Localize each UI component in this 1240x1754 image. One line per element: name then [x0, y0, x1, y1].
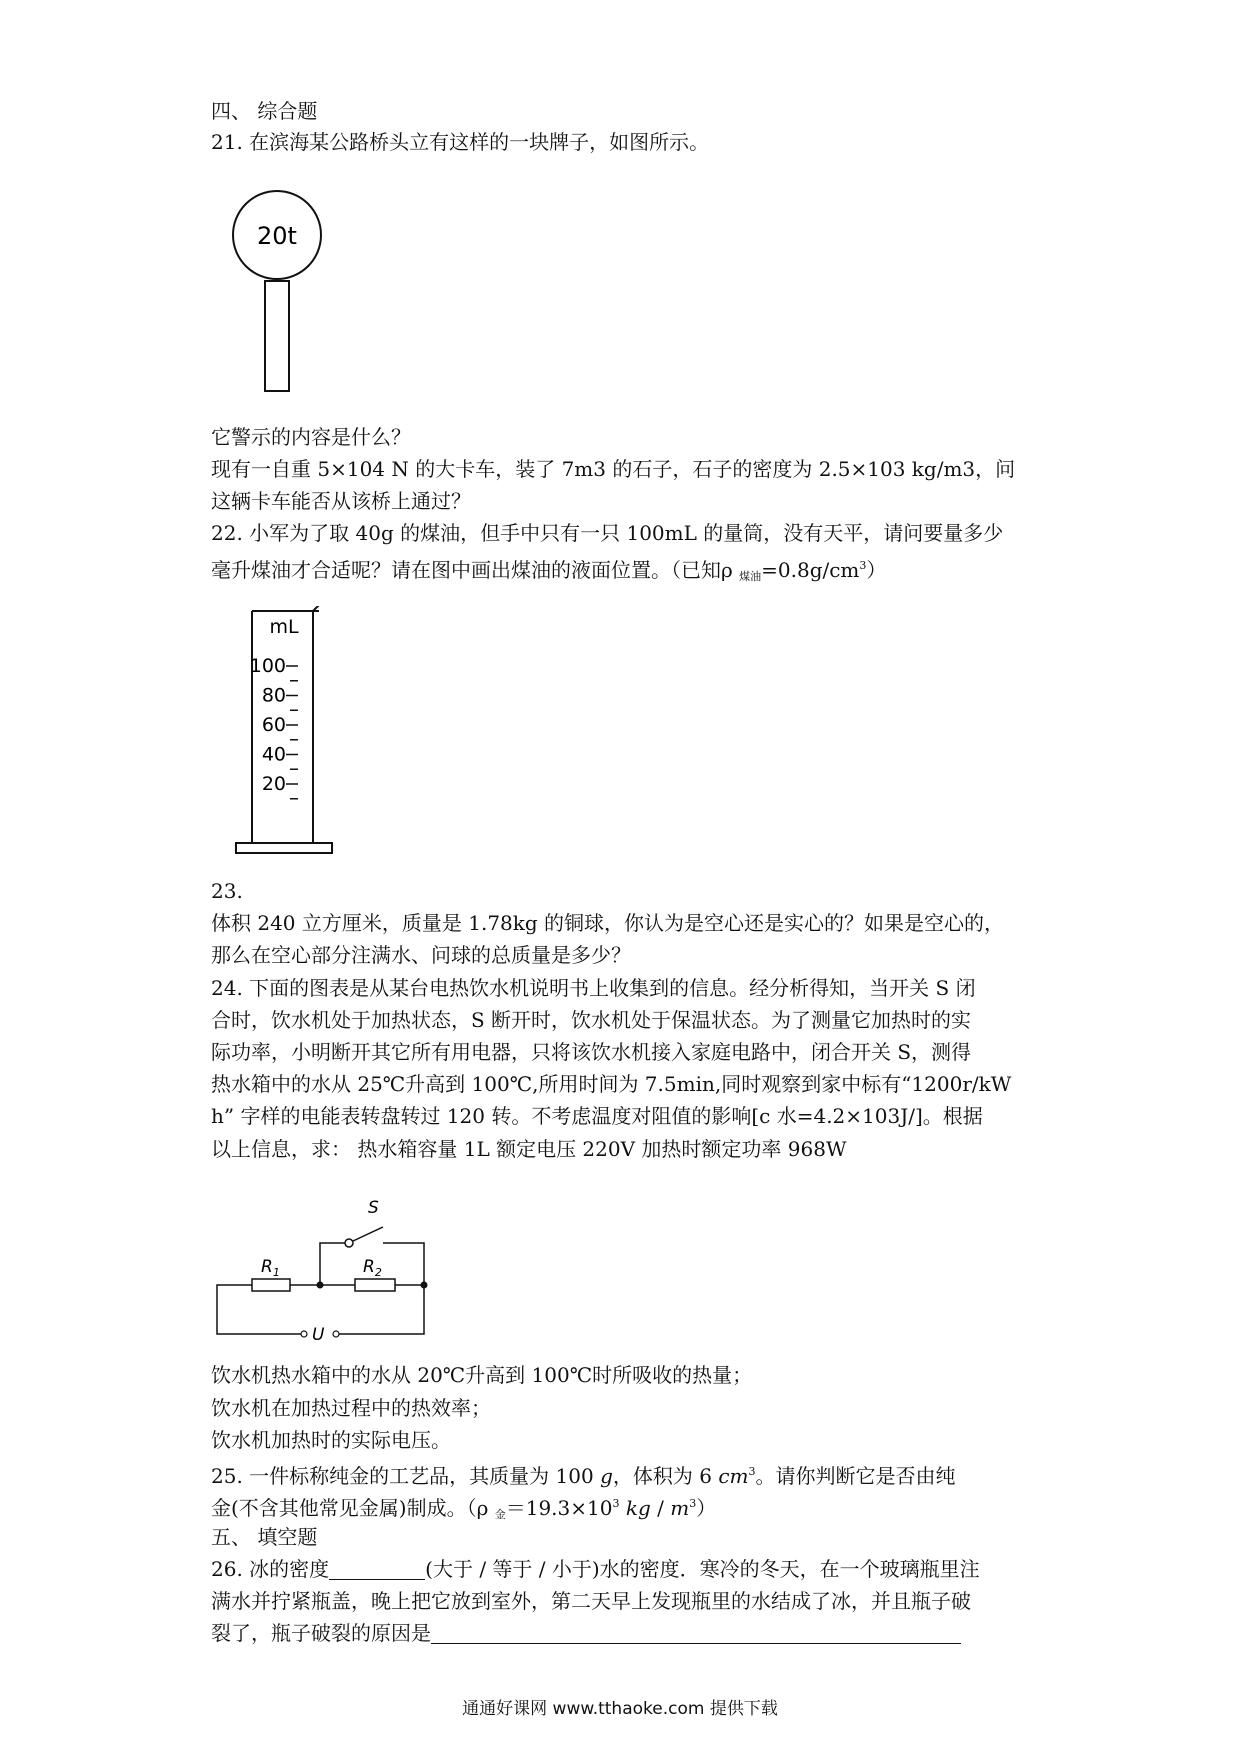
q25-superscript-3: 3	[689, 1497, 697, 1510]
question-23-line1: 体积 240 立方厘米，质量是 1.78kg 的铜球，你认为是空心还是实心的？如果是空心的，	[211, 911, 1005, 935]
q25-unit-cm: cm	[718, 1464, 749, 1488]
question-23-number: 23.	[211, 879, 243, 903]
cylinder-tick-label: 80	[261, 684, 286, 707]
junction-right	[421, 1282, 428, 1289]
graduated-cylinder-figure	[232, 606, 342, 858]
circuit-diagram	[205, 1190, 445, 1340]
question-25-line1	[211, 1459, 956, 1489]
question-21-ask1: 它警示的内容是什么？	[211, 425, 411, 449]
q25-unit-g: g	[600, 1464, 613, 1488]
q25-slash: /	[657, 1496, 664, 1520]
q25-unit-m: m	[670, 1496, 690, 1520]
question-24-ask3: 饮水机加热时的实际电压。	[211, 1428, 451, 1452]
terminal-left	[301, 1331, 307, 1337]
switch-contact-left	[345, 1239, 353, 1247]
switch-branch-left	[320, 1243, 345, 1285]
weight-limit-sign-figure	[222, 190, 332, 400]
question-22-line2	[211, 553, 886, 590]
answer-blank-1[interactable]	[329, 1559, 425, 1580]
question-24-line6: 以上信息，求： 热水箱容量 1L 额定电压 220V 加热时额定功率 968W	[211, 1137, 847, 1161]
q22-text-c: ）	[866, 558, 887, 582]
page-footer: 通通好课网 www.tthaoke.com 提供下载	[462, 1699, 778, 1719]
switch-blade	[353, 1227, 383, 1241]
q25-text-c: 。请你判断它是否由纯	[755, 1464, 956, 1488]
question-21-stem: 21. 在滨海某公路桥头立有这样的一块牌子，如图所示。	[211, 130, 710, 154]
q25-text-a: 25. 一件标称纯金的工艺品，其质量为 100	[211, 1464, 601, 1488]
cylinder-tick-label: 40	[261, 743, 286, 766]
section-title-fill: 五、 填空题	[211, 1525, 318, 1549]
resistor-r2	[355, 1279, 395, 1291]
question-26-line3	[211, 1620, 961, 1646]
question-21-ask2-line2: 这辆卡车能否从该桥上通过？	[211, 489, 471, 513]
terminal-right	[333, 1331, 339, 1337]
q25-unit-kg: kg	[625, 1496, 651, 1520]
question-24-line2: 合时，饮水机处于加热状态，S 断开时，饮水机处于保温状态。为了测量它加热时的实	[211, 1008, 972, 1032]
junction-left	[317, 1282, 324, 1289]
answer-blank-2[interactable]	[431, 1623, 961, 1644]
q25-superscript-1: 3	[748, 1465, 756, 1478]
resistor-r1-label: $R_1$	[261, 1257, 280, 1279]
question-26-line2: 满水并拧紧瓶盖，晚上把它放到室外，第二天早上发现瓶里的水结成了冰，并且瓶子破	[211, 1589, 971, 1613]
cylinder-tick-label: 20	[261, 773, 286, 795]
wire-left	[217, 1285, 301, 1334]
q25-text-f: ）	[696, 1496, 717, 1520]
resistor-r1	[252, 1279, 290, 1291]
question-24-line3: 际功率，小明断开其它所有用电器，只将该饮水机接入家庭电路中，闭合开关 S，测得	[211, 1040, 972, 1064]
question-26-line1	[211, 1556, 980, 1582]
resistor-r2-label: $R_2$	[363, 1257, 382, 1279]
q25-text-e: ＝19.3×10	[505, 1496, 613, 1520]
cylinder-tick-label: 100	[249, 655, 286, 677]
sign-text: 20t	[257, 222, 297, 250]
q25-superscript-2: 3	[612, 1497, 620, 1510]
question-22-line1: 22. 小军为了取 40g 的煤油，但手中只有一只 100mL 的量筒，没有天平，请问要量多少	[211, 521, 1004, 545]
q25-subscript: 金	[494, 1508, 506, 1521]
question-24-line4: 热水箱中的水从 25℃升高到 100℃,所用时间为 7.5min,同时观察到家中标有“1200r/kW	[211, 1072, 1012, 1096]
cylinder-scale	[250, 655, 298, 799]
question-21-ask2-line1: 现有一自重 5×104 N 的大卡车，装了 7m3 的石子，石子的密度为 2.5×103 kg/m3，问	[211, 457, 1016, 481]
question-24-line1: 24. 下面的图表是从某台电热饮水机说明书上收集到的信息。经分析得知，当开关 S 闭	[211, 976, 976, 1000]
source-label: U	[312, 1325, 325, 1340]
q22-subscript: 煤油	[739, 570, 762, 583]
cylinder-unit-label: mL	[269, 616, 299, 638]
q22-superscript: 3	[859, 559, 867, 572]
sign-post	[265, 281, 289, 391]
q25-text-b: ，体积为 6	[612, 1464, 719, 1488]
question-24-line5: h” 字样的电能表转盘转过 120 转。不考虑温度对阻值的影响[c 水=4.2×103J/]。根据	[211, 1104, 983, 1128]
cylinder-tick-label: 60	[261, 714, 286, 736]
question-24-ask1: 饮水机热水箱中的水从 20℃升高到 100℃时所吸收的热量；	[211, 1363, 753, 1387]
q25-text-d: 金(不含其他常见金属)制成。（ρ	[211, 1496, 495, 1520]
question-25-line2	[211, 1491, 716, 1528]
wire-right	[339, 1285, 424, 1334]
q22-text-a: 毫升煤油才合适呢？请在图中画出煤油的液面位置。（已知ρ	[211, 558, 740, 582]
switch-label: S	[368, 1198, 379, 1218]
q26-text-b: (大于 / 等于 / 小于)水的密度．寒冷的冬天，在一个玻璃瓶里注	[425, 1557, 980, 1581]
q26-text-c: 裂了，瓶子破裂的原因是	[211, 1621, 431, 1645]
question-24-ask2: 饮水机在加热过程中的热效率；	[211, 1396, 491, 1420]
q26-text-a: 26. 冰的密度	[211, 1557, 330, 1581]
section-title: 四、 综合题	[211, 99, 318, 123]
cylinder-base	[236, 843, 332, 853]
question-23-line2: 那么在空心部分注满水、问球的总质量是多少？	[211, 943, 631, 967]
q22-text-b: =0.8g/cm	[761, 558, 860, 582]
